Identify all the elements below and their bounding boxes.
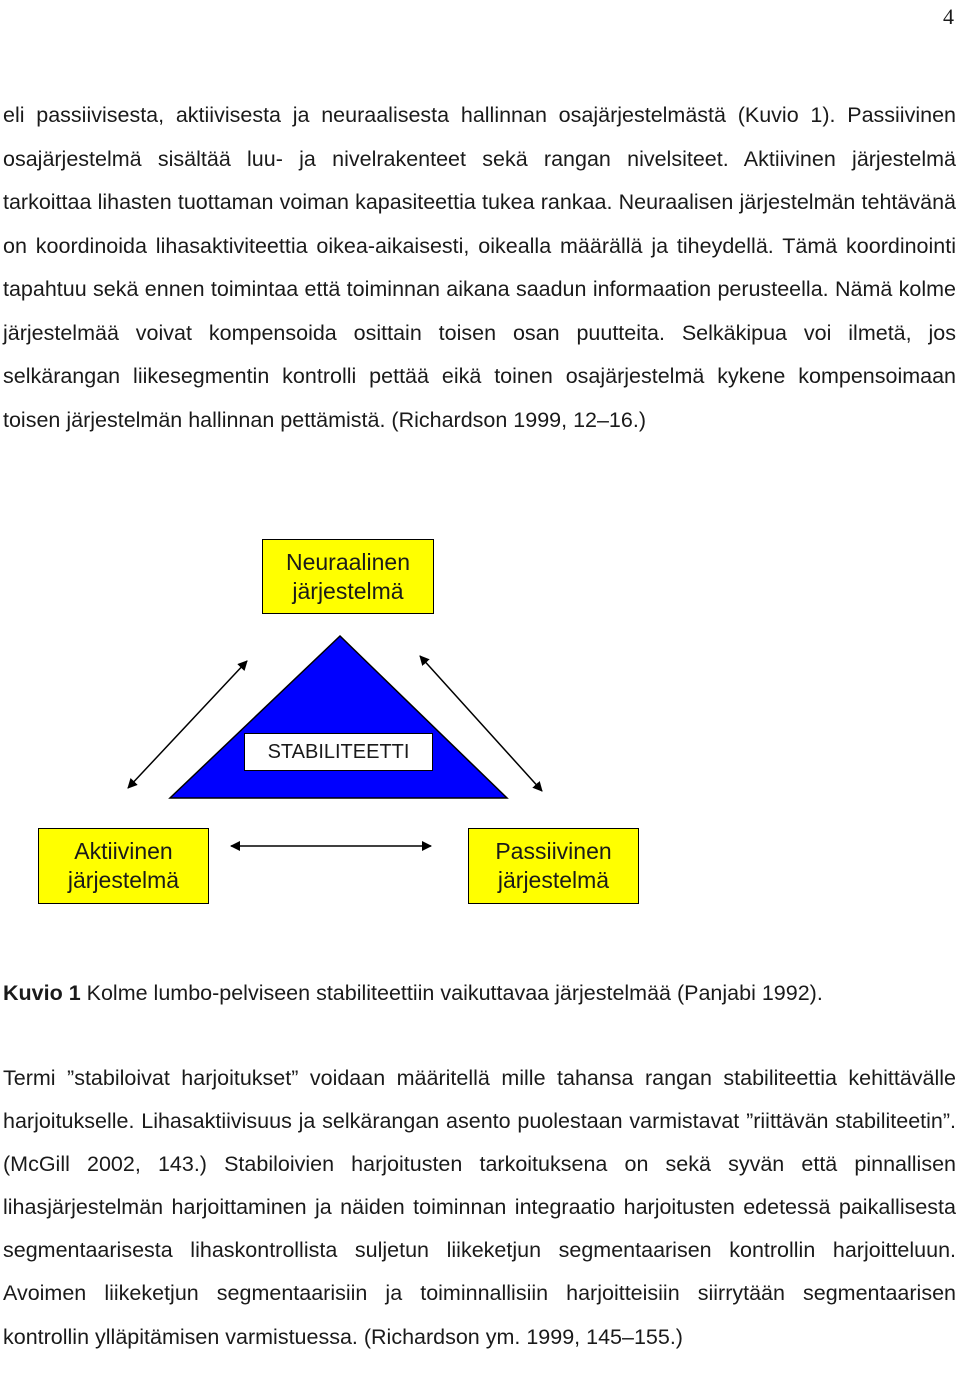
figure-caption-label: Kuvio 1 xyxy=(3,981,81,1005)
active-system-label-2: järjestelmä xyxy=(67,867,180,893)
passive-system-box xyxy=(468,828,639,904)
active-system-box xyxy=(38,828,209,904)
stability-triangle xyxy=(170,636,507,798)
active-system-label-1: Aktiivinen xyxy=(74,838,173,864)
neural-system-label-2: järjestelmä xyxy=(292,577,404,604)
body-paragraph-1: eli passiivisesta, aktiivisesta ja neuraalisesta hallinnan osajärjestelmästä (Kuvio 1). Passiivinen osajärjestelmä sisältää luu- ja nivelrakenteet sekä rangan nivelsiteet. Aktiivinen järjestelmä tarkoittaa lihasten tuottaman voiman kapasiteettia tukea rankaa. Neuraalisen järjestelmän tehtävänä on koordinoida lihasaktiviteettia oikea-aikaisesti, oikealla määrällä ja tiheydellä. Tämä koordinointi tapahtuu sekä ennen toimintaa että toiminnan aikana saadun informaation perusteella. Nämä kolme järjestelmää voivat kompensoida osittain toisen osan puutteita. Selkäkipua voi ilmetä, jos selkärangan liikesegmentin kontrolli pettää eikä toinen osajärjestelmä kykene kompensoimaan toisen järjestelmän hallinnan pettämistä. (Richardson 1999, 12–16.) xyxy=(3,103,956,432)
passive-system-label-2: järjestelmä xyxy=(497,867,610,893)
neural-system-label-1: Neuraalinen xyxy=(285,548,411,575)
body-paragraph-2: Termi ”stabiloivat harjoitukset” voidaan määritellä mille tahansa rangan stabiliteettia kehittävälle harjoitukselle. Lihasaktiivisuus ja selkärangan asento puolestaan varmistavat ”riittävän stabiliteetin”. (McGill 2002, 143.) Stabiloivien harjoitusten tarkoituksena on sekä syvän että pinnallisen lihasjärjestelmän harjoittaminen ja näiden toiminnan integraatio harjoitusten edetessä paikallisesta segmentaarisesta lihaskontrollista suljetun liikeketjun segmentaarisen kontrollin harjoitteluun. Avoimen liikeketjun segmentaarisiin ja toiminnallisiin harjoitteisiin siirrytään segmentaarisen kontrollin ylläpitämisen varmistuessa. (Richardson ym. 1999, 145–155.) xyxy=(3,1066,956,1349)
passive-system-label-1: Passiivinen xyxy=(495,838,612,864)
stability-label-box xyxy=(244,733,433,771)
figure-caption-text: Kolme lumbo-pelviseen stabiliteettiin vaikuttavaa järjestelmää (Panjabi 1992). xyxy=(80,981,823,1005)
page-number: 4 xyxy=(943,4,954,29)
figure-caption xyxy=(3,978,958,1008)
stability-label: STABILITEETTI xyxy=(267,740,410,763)
neural-system-box xyxy=(262,539,434,614)
